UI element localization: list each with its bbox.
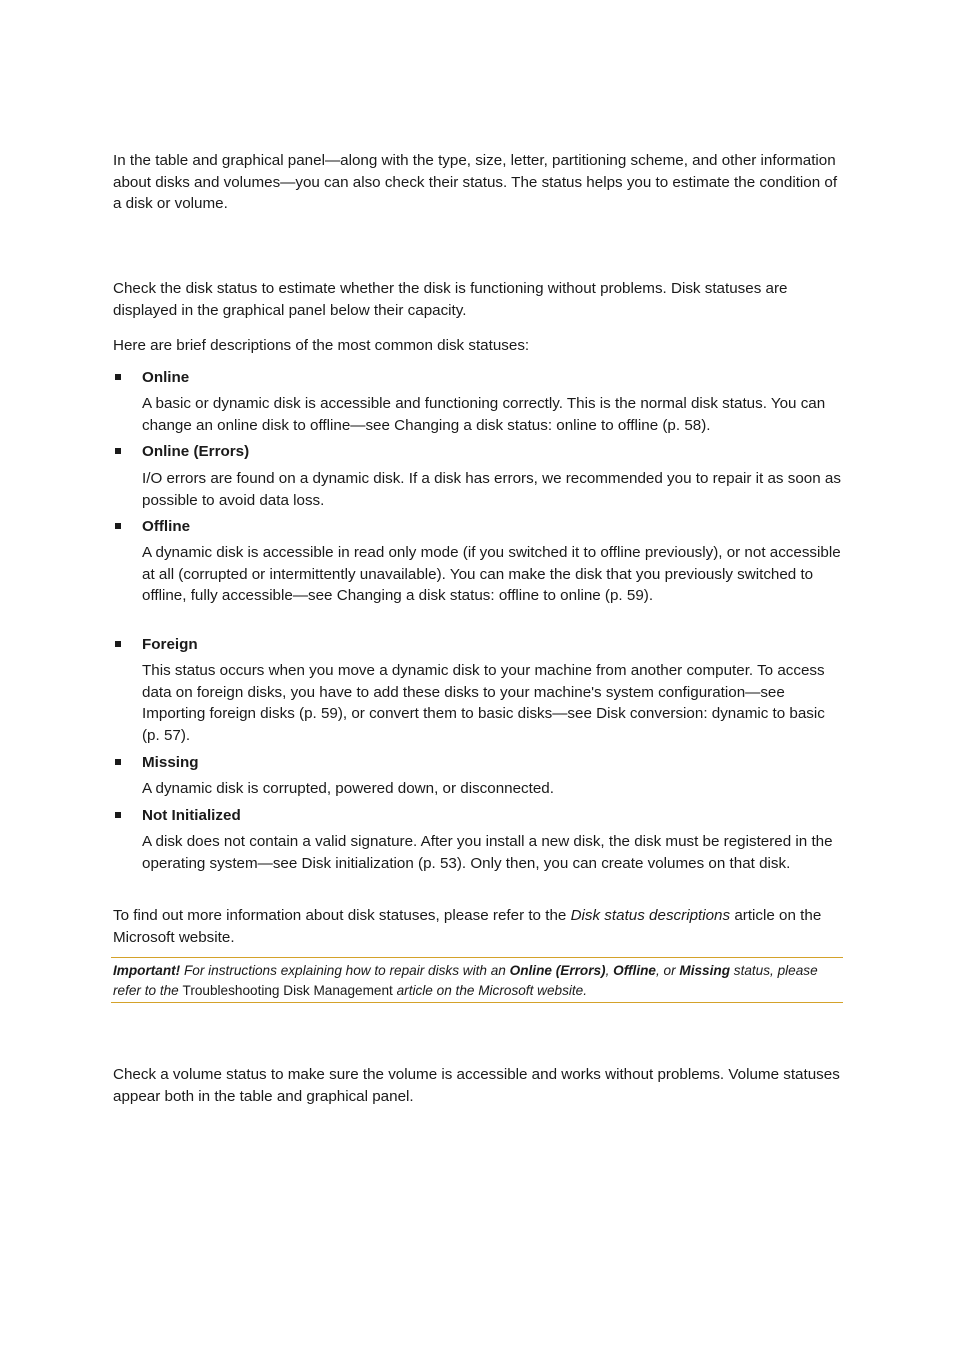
note-text: article on the Microsoft website.: [392, 982, 587, 998]
intro-paragraph: In the table and graphical panel—along with the type, size, letter, partitioning scheme, and other information about disks and volumes—you can also check their status. The status helps you to estimate the condition of a disk or volume.: [113, 152, 838, 213]
more-info-paragraph: [113, 905, 843, 948]
note-text: For instructions explaining how to repair disks with an: [180, 963, 510, 978]
status-description: This status occurs when you move a dynamic disk to your machine from another computer. To access data on foreign disks, you have to add these disks to your machine's system configuration—see Importing foreign disks (p. 59), or convert them to basic disks—see Disk conversion: dynamic to basic (p. 57).: [142, 662, 825, 744]
status-term: Not Initialized: [142, 807, 241, 824]
bullet-square-icon: [115, 448, 121, 454]
article-title: Disk status descriptions: [570, 907, 731, 924]
note-text: , or: [655, 963, 680, 978]
disk-status-intro: Check the disk status to estimate whether the disk is functioning without problems. Disk statuses are displayed in the graphical panel below their capacity.: [113, 280, 788, 319]
note-text: ,: [605, 963, 614, 978]
bullet-square-icon: [115, 641, 121, 647]
status-description: A disk does not contain a valid signature. After you install a new disk, the disk must be registered in the operating system—see Disk initialization (p. 53). Only then, you can create volumes on that disk.: [142, 833, 833, 872]
important-note: [111, 957, 843, 1003]
volume-status-intro: Check a volume status to make sure the volume is accessible and works without problems. Volume statuses appear both in the table and graphical panel.: [113, 1066, 840, 1105]
note-status: Online (Errors): [509, 963, 606, 978]
status-term: Online (Errors): [142, 443, 250, 460]
note-text: status, please refer to the: [113, 963, 818, 998]
status-description: I/O errors are found on a dynamic disk. If a disk has errors, we recommended you to repair it as soon as possible to avoid data loss.: [142, 470, 841, 509]
status-term: Online: [142, 369, 190, 386]
status-description: A dynamic disk is corrupted, powered down, or disconnected.: [142, 780, 554, 797]
status-term: Offline: [142, 518, 191, 535]
note-status: Offline: [613, 963, 656, 978]
bullet-square-icon: [115, 759, 121, 765]
more-info-text: article on the Microsoft website.: [113, 907, 822, 946]
disk-status-list-lead: Here are brief descriptions of the most common disk statuses:: [113, 337, 530, 354]
bullet-square-icon: [115, 523, 121, 529]
more-info-text: To find out more information about disk statuses, please refer to the: [113, 907, 571, 924]
important-note-text: [113, 961, 841, 1000]
status-term: Missing: [142, 754, 199, 771]
status-term: Foreign: [142, 636, 198, 653]
bullet-square-icon: [115, 812, 121, 818]
status-description: A basic or dynamic disk is accessible and functioning correctly. This is the normal disk status. You can change an online disk to offline—see Changing a disk status: online to offline (p. 58).: [142, 395, 826, 434]
note-status: Missing: [679, 963, 730, 978]
bullet-square-icon: [115, 374, 121, 380]
important-label: Important!: [113, 963, 181, 978]
status-description: A dynamic disk is accessible in read only mode (if you switched it to offline previously), or not accessible at all (corrupted or intermittently unavailable). You can make the disk that you previously switched to offline, fully accessible—see Changing a disk status: offline to online (p. 59).: [142, 544, 841, 605]
article-title: Troubleshooting Disk Management: [182, 982, 393, 998]
